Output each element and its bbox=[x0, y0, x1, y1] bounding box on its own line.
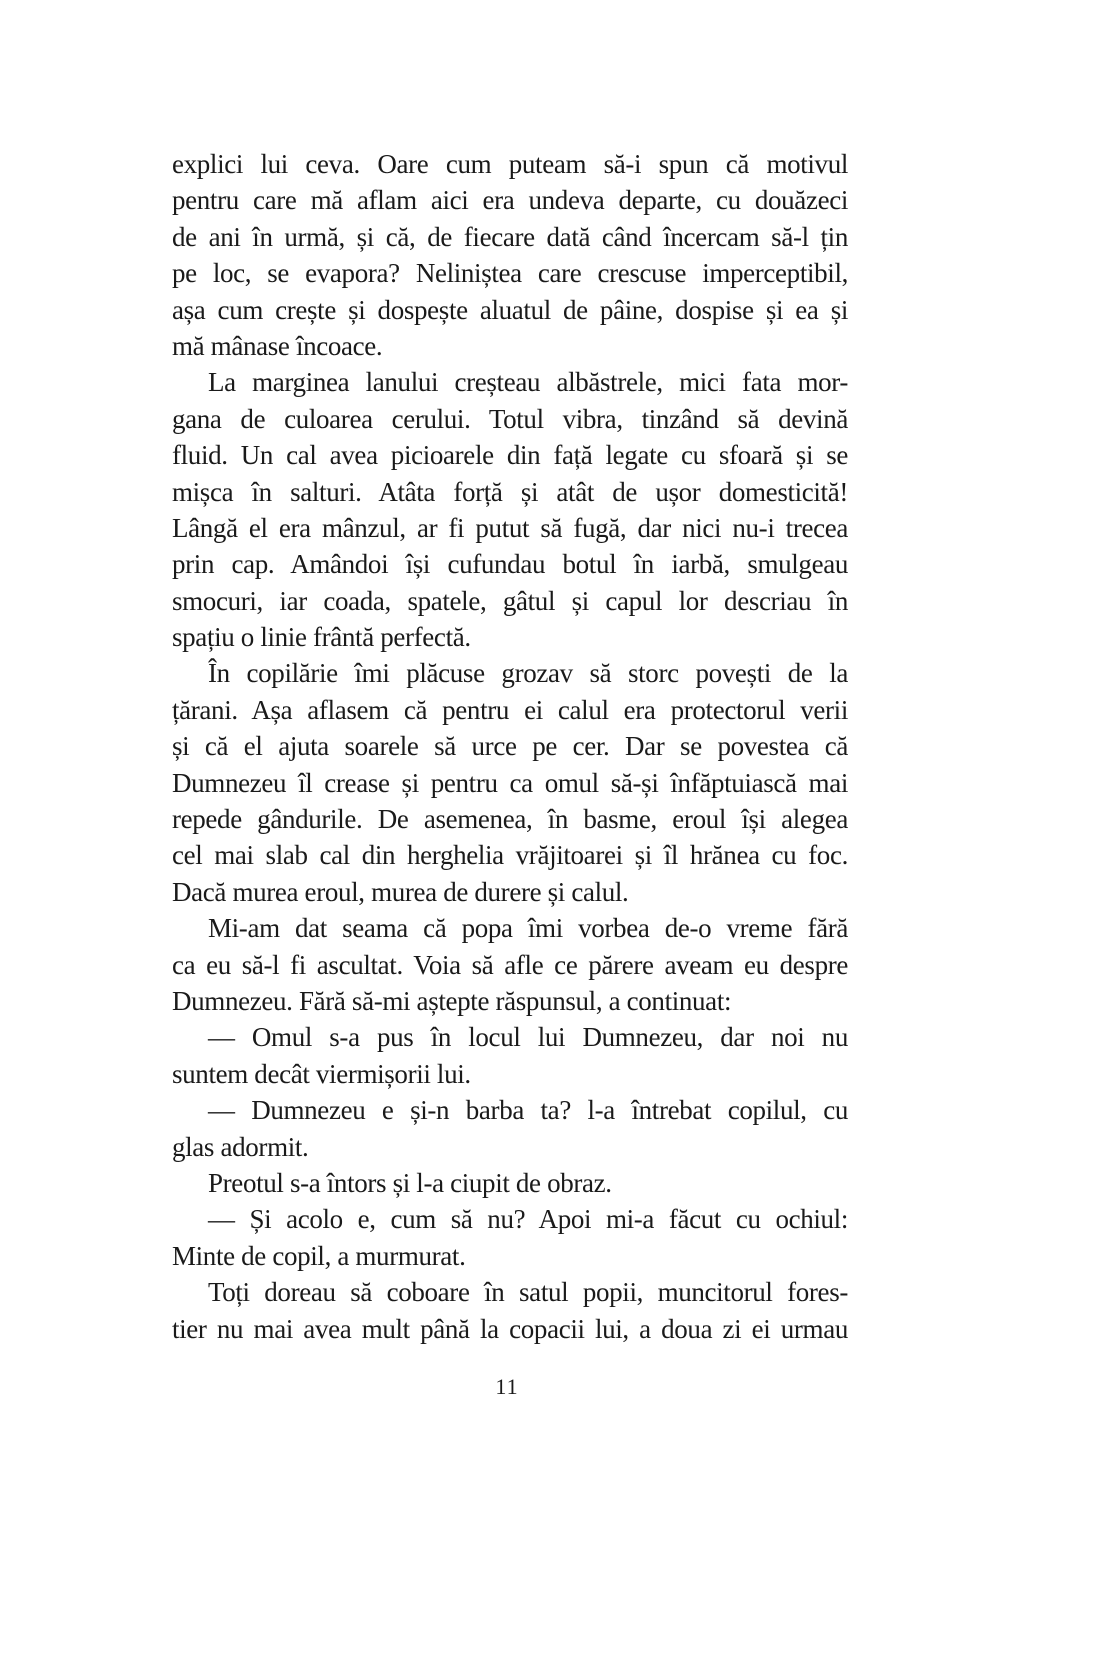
paragraph bbox=[172, 1092, 848, 1165]
paragraph bbox=[172, 1201, 848, 1274]
text-line: Mi-am dat seama că popa îmi vorbea de-o vreme fără bbox=[208, 913, 848, 944]
text-line: smocuri, iar coada, spatele, gâtul și capul lor descriau în bbox=[172, 585, 848, 616]
text-line: tier nu mai avea mult până la copacii lui, a doua zi ei urmau bbox=[172, 1313, 848, 1344]
text-line: Dacă murea eroul, murea de durere și calul. bbox=[172, 876, 629, 907]
text-line: În copilărie îmi plăcuse grozav să storc povești de la bbox=[208, 658, 848, 689]
text-line: — Dumnezeu e și-n barba ta? l-a întrebat copilul, cu bbox=[208, 1095, 848, 1126]
text-line: fluid. Un cal avea picioarele din față legate cu sfoară și se bbox=[172, 440, 848, 471]
text-line: de ani în urmă, și că, de fiecare dată când încercam să-l țin bbox=[172, 221, 848, 252]
text-line: Preotul s-a întors și l-a ciupit de obraz. bbox=[208, 1167, 612, 1198]
paragraph bbox=[172, 1274, 848, 1347]
text-line: pe loc, se evapora? Neliniștea care crescuse imperceptibil, bbox=[172, 258, 848, 289]
text-line: La marginea lanului creșteau albăstrele, mici fata mor- bbox=[208, 367, 848, 398]
text-line: cel mai slab cal din herghelia vrăjitoarei și îl hrănea cu foc. bbox=[172, 840, 848, 871]
page-number: 11 bbox=[495, 1374, 519, 1399]
text-line: Minte de copil, a murmurat. bbox=[172, 1240, 466, 1271]
text-line: țărani. Așa aflasem că pentru ei calul era protectorul verii bbox=[172, 694, 848, 725]
paragraph bbox=[172, 910, 848, 1019]
text-line: pentru care mă aflam aici era undeva departe, cu douăzeci bbox=[172, 185, 848, 216]
text-line: repede gândurile. De asemenea, în basme, eroul își alegea bbox=[172, 804, 848, 835]
text-line: Dumnezeu îl crease și pentru ca omul să-și înfăptuiască mai bbox=[172, 767, 848, 798]
text-line: Dumnezeu. Fără să-mi aștepte răspunsul, a continuat: bbox=[172, 985, 732, 1016]
text-line: suntem decât viermișorii lui. bbox=[172, 1058, 471, 1089]
text-line: mișca în salturi. Atâta forță și atât de ușor domesticită! bbox=[172, 476, 848, 507]
text-line: așa cum crește și dospește aluatul de pâine, dospise și ea și bbox=[172, 294, 848, 325]
text-line: spațiu o linie frântă perfectă. bbox=[172, 622, 471, 653]
paragraph bbox=[172, 1019, 848, 1092]
text-line: mă mânase încoace. bbox=[172, 330, 383, 361]
text-line: explici lui ceva. Oare cum puteam să-i spun că motivul bbox=[172, 149, 848, 179]
body-text bbox=[172, 146, 848, 1347]
paragraph bbox=[172, 146, 848, 364]
text-line: și că el ajuta soarele să urce pe cer. Dar se povestea că bbox=[172, 731, 848, 762]
text-line: — Și acolo e, cum să nu? Apoi mi-a făcut cu ochiul: bbox=[208, 1204, 848, 1235]
paragraph bbox=[172, 1165, 848, 1201]
text-line: ca eu să-l fi ascultat. Voia să afle ce părere aveam eu despre bbox=[172, 949, 848, 980]
text-line: glas adormit. bbox=[172, 1131, 309, 1162]
paragraph bbox=[172, 364, 848, 655]
text-line: prin cap. Amândoi își cufundau botul în iarbă, smulgeau bbox=[172, 549, 848, 580]
text-line: Toți doreau să coboare în satul popii, muncitorul fores- bbox=[208, 1277, 848, 1308]
text-line: Lângă el era mânzul, ar fi putut să fugă, dar nici nu-i trecea bbox=[172, 512, 848, 543]
paragraph bbox=[172, 655, 848, 910]
text-line: — Omul s-a pus în locul lui Dumnezeu, dar noi nu bbox=[208, 1022, 848, 1053]
text-line: gana de culoarea cerului. Totul vibra, tinzând să devină bbox=[172, 403, 848, 434]
